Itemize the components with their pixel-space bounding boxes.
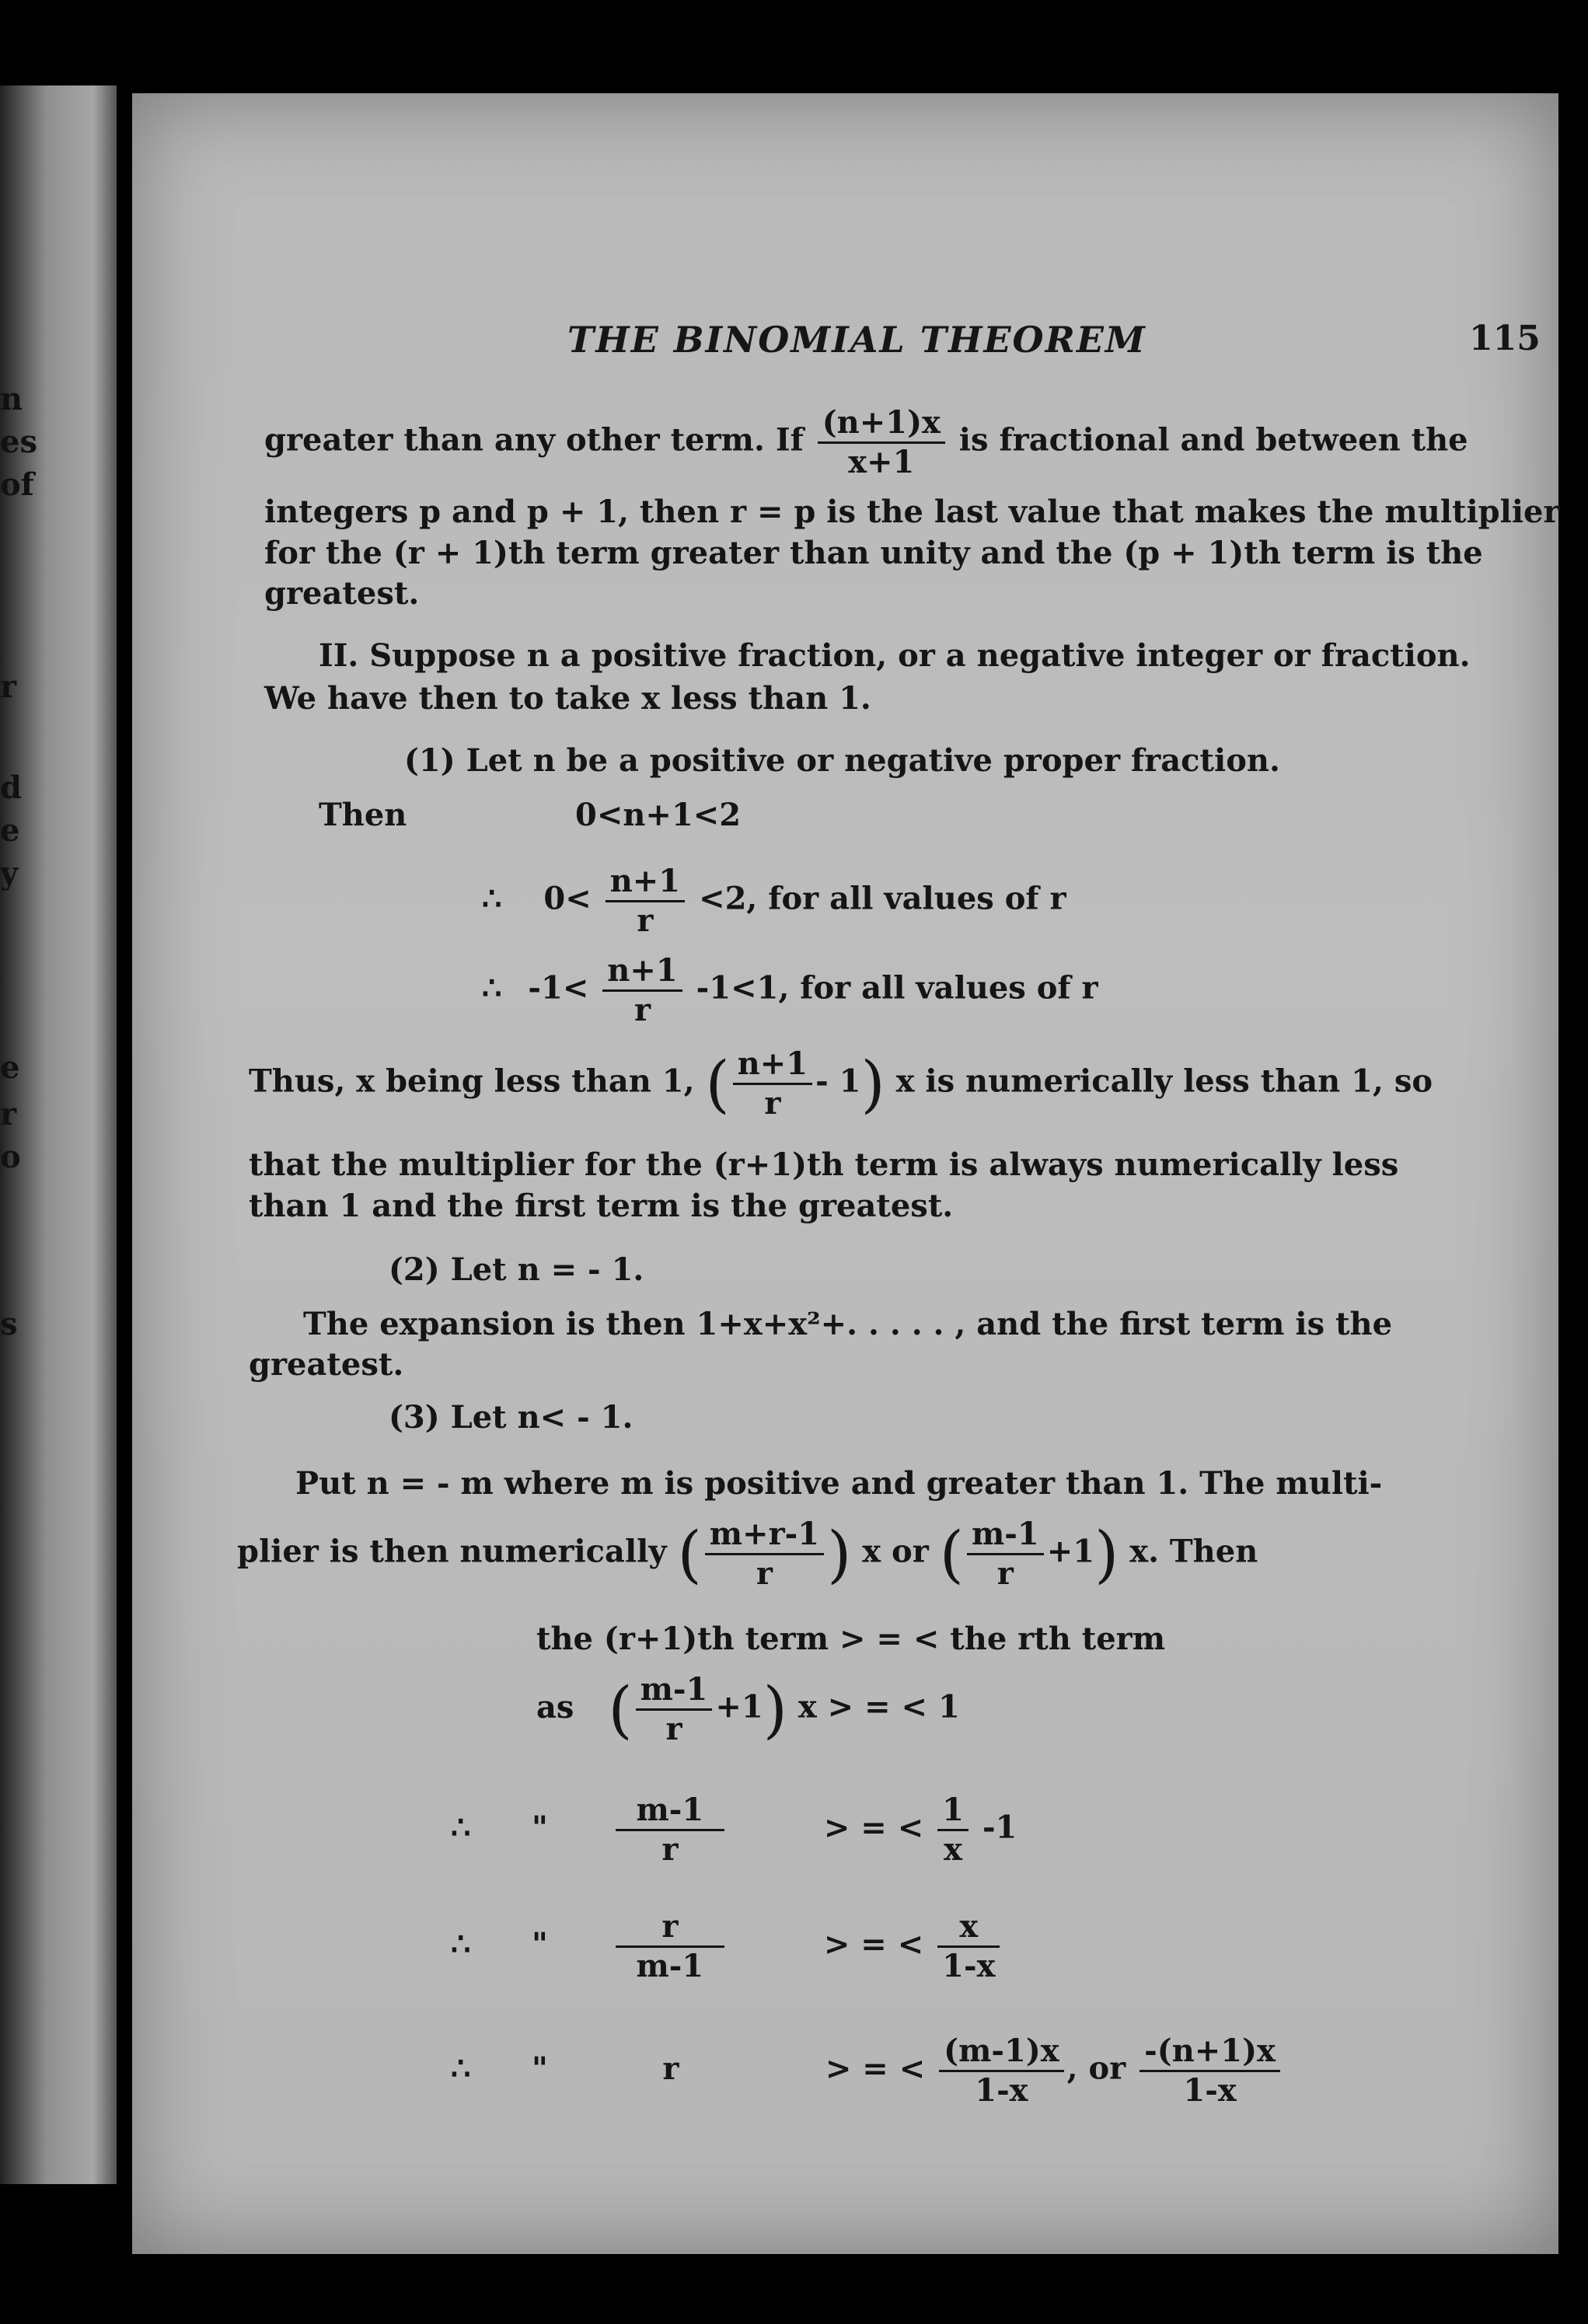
ditto-mark: " xyxy=(531,2050,548,2087)
fraction: $\frac{m-1}{r}$ xyxy=(636,1671,713,1748)
therefore-symbol: ∴ xyxy=(451,1925,471,1963)
therefore-symbol: ∴ xyxy=(451,2050,471,2087)
math-expression: 0<n+1<2 xyxy=(575,797,742,833)
margin-fragment: y xyxy=(0,855,19,892)
math-line: ∴ 0< $\frac{n+1}{r}$ <2, for all values of r xyxy=(482,863,1066,939)
text-line: (2) Let n = - 1. xyxy=(389,1251,644,1288)
text-line: greater than any other term. If $\frac{(n+1)x}{x+1}$ is fractional and between the xyxy=(264,404,1468,480)
margin-fragment: n xyxy=(0,381,23,417)
text-line: plier is then numerically ( $\frac{m+r-1}{r}$ ) x or ( $\frac{m-1}{r}$ +1) x. Then xyxy=(237,1516,1258,1592)
text-line: than 1 and the first term is the greatest. xyxy=(249,1188,954,1224)
margin-fragment: r xyxy=(0,668,17,705)
text-line: The expansion is then 1+x+x²+. . . . . , and the first term is the xyxy=(303,1306,1393,1342)
math-line: ∴ -1< $\frac{n+1}{r}$ -1<1, for all values of r xyxy=(482,952,1098,1028)
text-line: greatest. xyxy=(264,575,420,612)
text-line: We have then to take x less than 1. xyxy=(264,680,871,717)
running-header xyxy=(567,319,1578,373)
margin-fragment: r xyxy=(0,1096,17,1132)
page-number: 115 xyxy=(1469,319,1541,358)
text-line: for the (r + 1)th term greater than unity and the (p + 1)th term is the xyxy=(264,535,1483,571)
therefore-symbol: ∴ xyxy=(451,1809,471,1846)
margin-fragment: of xyxy=(0,466,34,503)
text-line: greatest. xyxy=(249,1346,404,1383)
margin-fragment: s xyxy=(0,1306,18,1342)
fraction: $\frac{(n+1)x}{x+1}$ xyxy=(818,404,945,481)
text-line: Put n = - m where m is positive and greater than 1. The multi- xyxy=(295,1465,1383,1502)
text-line: (3) Let n< - 1. xyxy=(389,1399,633,1436)
text-line: Then xyxy=(319,797,407,833)
text-line: integers p and p + 1, then r = p is the last value that makes the multiplier xyxy=(264,494,1560,530)
book-page xyxy=(132,93,1558,2254)
fraction: $\frac{n+1}{r}$ xyxy=(602,952,682,1029)
math-line: ∴ " $\frac{m-1}{r}$ > = < $\frac{1}{x}$ -1 xyxy=(451,1792,1017,1868)
therefore-symbol: ∴ xyxy=(482,969,502,1007)
fraction: $\frac{n+1}{r}$ xyxy=(733,1045,812,1122)
fraction: $\frac{r}{m-1}$ xyxy=(616,1908,724,1985)
math-line: ∴ " r > = < $\frac{(m-1)x}{1-x}$ , or $\frac{-(n+1)x}{1-x}$ xyxy=(451,2033,1283,2109)
math-line: ∴ " $\frac{r}{m-1}$ > = < $\frac{x}{1-x}$ xyxy=(451,1908,1003,1985)
margin-fragment: e xyxy=(0,812,20,849)
therefore-symbol: ∴ xyxy=(482,880,502,917)
ditto-mark: " xyxy=(531,1925,548,1963)
adjacent-page-edge xyxy=(0,85,117,2184)
margin-fragment: e xyxy=(0,1049,20,1086)
text-line: Thus, x being less than 1, ( $\frac{n+1}{r}$ - 1) x is numerically less than 1, so xyxy=(249,1045,1433,1122)
fraction: $\frac{x}{1-x}$ xyxy=(937,1908,1000,1985)
text-line: II. Suppose n a positive fraction, or a negative integer or fraction. xyxy=(319,637,1471,674)
fraction: $\frac{n+1}{r}$ xyxy=(606,863,685,940)
fraction: $\frac{m-1}{r}$ xyxy=(967,1516,1044,1593)
fraction: $\frac{1}{x}$ xyxy=(937,1792,969,1869)
page-title: THE BINOMIAL THEOREM xyxy=(567,319,1147,361)
margin-fragment: es xyxy=(0,424,37,460)
margin-fragment: d xyxy=(0,769,22,806)
text-line: that the multiplier for the (r+1)th term is always numerically less xyxy=(249,1146,1399,1183)
fraction: $\frac{m-1}{r}$ xyxy=(616,1792,724,1869)
fraction: $\frac{(m-1)x}{1-x}$ xyxy=(939,2033,1063,2109)
text-line: the (r+1)th term > = < the rth term xyxy=(536,1621,1166,1657)
text-line: (1) Let n be a positive or negative proper fraction. xyxy=(404,742,1280,779)
margin-fragment: o xyxy=(0,1139,21,1175)
math-line: as ( $\frac{m-1}{r}$ +1) x > = < 1 xyxy=(536,1671,960,1747)
fraction: $\frac{m+r-1}{r}$ xyxy=(705,1516,824,1593)
fraction: $\frac{-(n+1)x}{1-x}$ xyxy=(1140,2033,1280,2109)
ditto-mark: " xyxy=(531,1809,548,1846)
